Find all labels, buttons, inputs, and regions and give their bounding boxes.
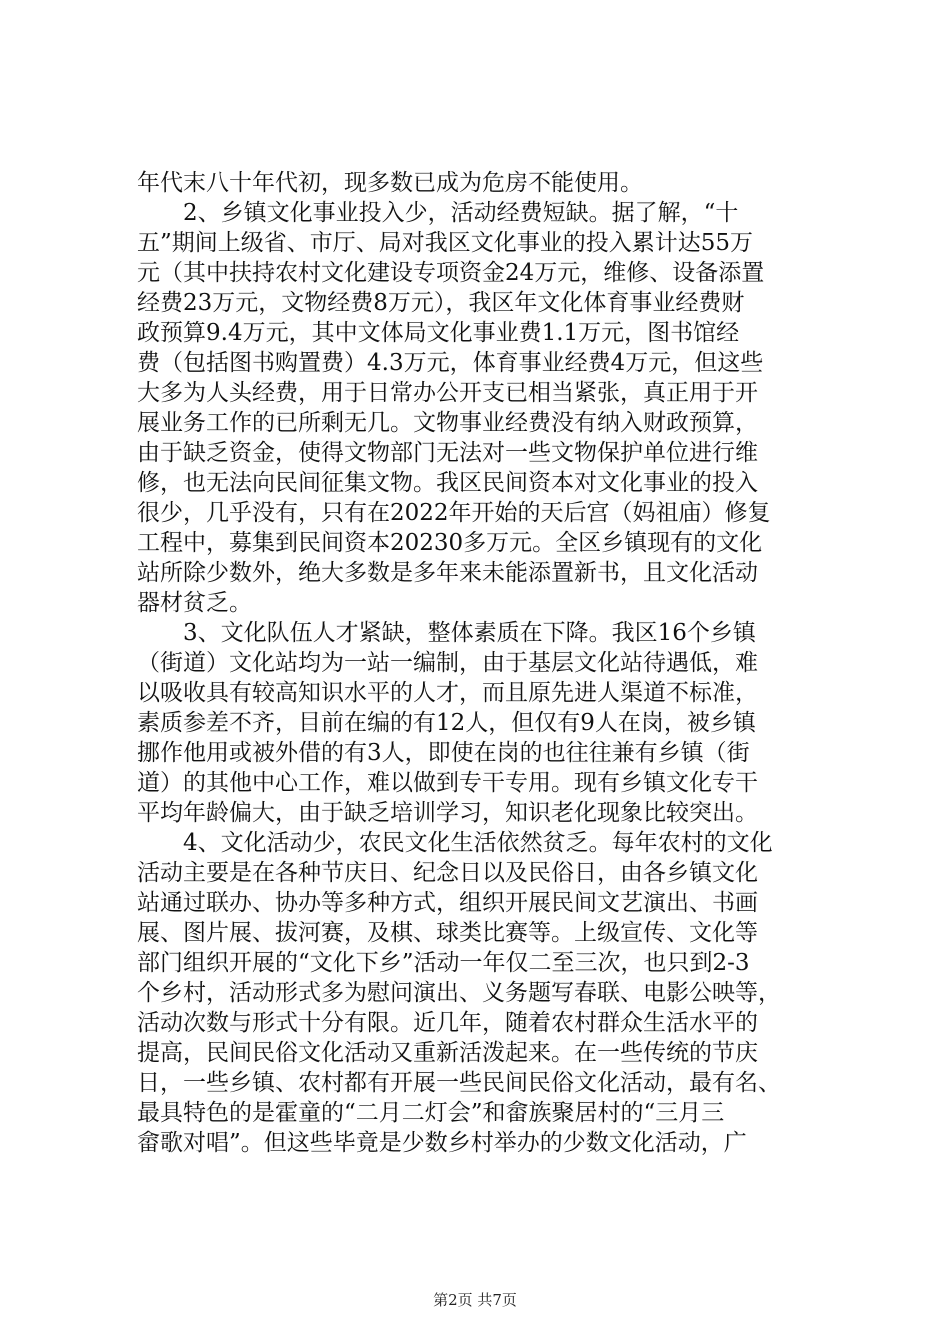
text-line: 很少，几乎没有，只有在2022年开始的天后宫（妈祖庙）修复 xyxy=(137,500,771,526)
text-line: 2、乡镇文化事业投入少，活动经费短缺。据了解，“十 xyxy=(183,200,739,226)
text-line: 4、文化活动少，农民文化生活依然贫乏。每年农村的文化 xyxy=(183,830,773,856)
text-line: 部门组织开展的“文化下乡”活动一年仅二至三次，也只到2-3 xyxy=(137,950,750,976)
text-line: 经费23万元，文物经费8万元），我区年文化体育事业经费财 xyxy=(137,290,745,316)
text-line: 大多为人头经费，用于日常办公开支已相当紧张，真正用于开 xyxy=(137,380,758,406)
text-line: 畲歌对唱”。但这些毕竟是少数乡村举办的少数文化活动，广 xyxy=(137,1130,747,1156)
text-line: 3、文化队伍人才紧缺，整体素质在下降。我区16个乡镇 xyxy=(183,620,756,646)
text-line: 道）的其他中心工作，难以做到专干专用。现有乡镇文化专干 xyxy=(137,770,758,796)
text-line: 费（包括图书购置费）4.3万元，体育事业经费4万元，但这些 xyxy=(137,350,764,376)
text-line: 站通过联办、协办等多种方式，组织开展民间文艺演出、书画 xyxy=(137,890,758,916)
text-line: 修，也无法向民间征集文物。我区民间资本对文化事业的投入 xyxy=(137,470,758,496)
document-body xyxy=(137,168,827,1158)
text-line: 站所除少数外，绝大多数是多年来未能添置新书，且文化活动 xyxy=(137,560,758,586)
text-line: 由于缺乏资金，使得文物部门无法对一些文物保护单位进行维 xyxy=(137,440,758,466)
text-line: 挪作他用或被外借的有3人，即使在岗的也往往兼有乡镇（街 xyxy=(137,740,750,766)
text-line: 政预算9.4万元，其中文体局文化事业费1.1万元，图书馆经 xyxy=(137,320,740,346)
text-line: 活动次数与形式十分有限。近几年，随着农村群众生活水平的 xyxy=(137,1010,758,1036)
text-line: 工程中，募集到民间资本20230多万元。全区乡镇现有的文化 xyxy=(137,530,763,556)
text-line: 年代末八十年代初，现多数已成为危房不能使用。 xyxy=(137,170,643,196)
text-line: 活动主要是在各种节庆日、纪念日以及民俗日，由各乡镇文化 xyxy=(137,860,758,886)
text-line: 日，一些乡镇、农村都有开展一些民间民俗文化活动，最有名、 xyxy=(137,1070,781,1096)
text-line: 提高，民间民俗文化活动又重新活泼起来。在一些传统的节庆 xyxy=(137,1040,758,1066)
text-line: 展业务工作的已所剩无几。文物事业经费没有纳入财政预算， xyxy=(137,410,758,436)
text-line: 以吸收具有较高知识水平的人才，而且原先进人渠道不标准， xyxy=(137,680,758,706)
text-line: 展、图片展、拔河赛，及棋、球类比赛等。上级宣传、文化等 xyxy=(137,920,758,946)
text-line: （街道）文化站均为一站一编制，由于基层文化站待遇低，难 xyxy=(137,650,758,676)
page-number-footer: 第2页 共7页 xyxy=(433,1291,517,1309)
text-line: 五”期间上级省、市厅、局对我区文化事业的投入累计达55万 xyxy=(137,230,754,256)
text-line: 元（其中扶持农村文化建设专项资金24万元，维修、设备添置 xyxy=(137,260,765,286)
text-line: 最具特色的是霍童的“二月二灯会”和畲族聚居村的“三月三 xyxy=(137,1100,725,1126)
text-line: 素质参差不齐，目前在编的有12人，但仅有9人在岗，被乡镇 xyxy=(137,710,756,736)
text-line: 平均年龄偏大，由于缺乏培训学习，知识老化现象比较突出。 xyxy=(137,800,758,826)
text-line: 个乡村，活动形式多为慰问演出、义务题写春联、电影公映等， xyxy=(137,980,781,1006)
text-line: 器材贫乏。 xyxy=(137,590,252,616)
